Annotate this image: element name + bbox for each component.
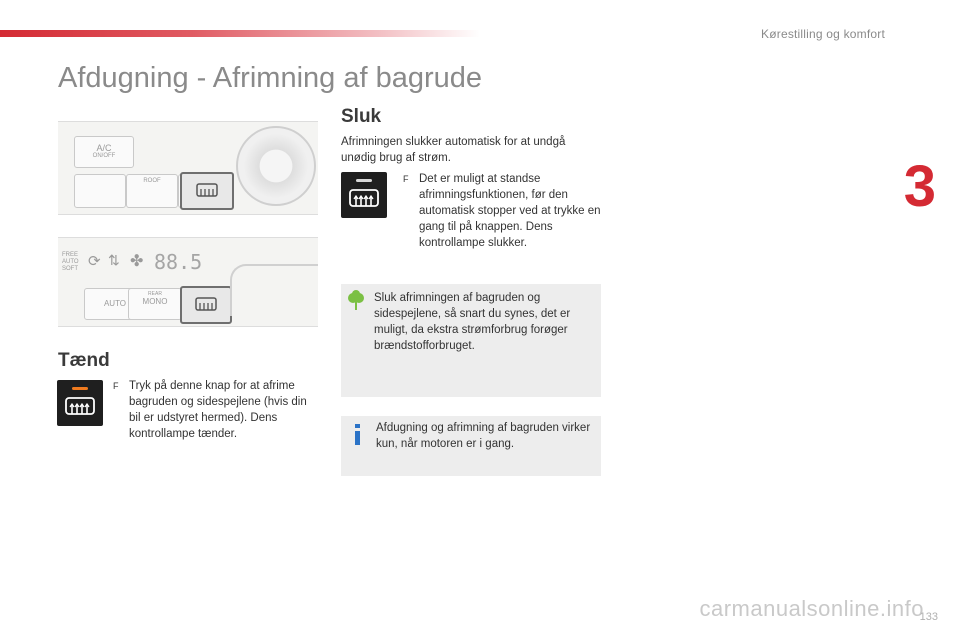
mono-key: [128, 288, 182, 320]
mode-label: FREE AUTO SOFT: [62, 252, 79, 272]
rear-defrost-icon-off: [349, 189, 379, 209]
sluk-heading: Sluk: [341, 106, 382, 127]
fan-icon: ✤: [130, 253, 144, 270]
page-number: 133: [919, 611, 938, 623]
rear-defrost-icon-on: [65, 397, 95, 417]
bullet-mark: F: [403, 174, 409, 184]
eco-tree-icon: [347, 290, 365, 312]
eco-note-box: [341, 284, 601, 397]
roof-key-1-label: ROOF: [143, 178, 161, 184]
sluk-intro: Afrimningen slukker automatisk for at undgå unødig brug af strøm.: [341, 136, 566, 164]
climate-panel-image-1: [58, 121, 318, 215]
taend-text: Tryk på denne knap for at afrime bagruden og sidespejlene (hvis din bil er udstyret hermed). Dens kontrollampe tænder.: [129, 380, 307, 440]
info-icon: [352, 424, 364, 446]
temperature-knob: [236, 126, 316, 206]
mono-key-label: MONO: [142, 297, 168, 306]
taend-instruction: [113, 378, 314, 442]
info-note-text: Afdugning og afrimning af bagruden virker kun, når motoren er i gang.: [376, 422, 591, 450]
temperature-display: 88.5: [154, 250, 203, 274]
airflow-icon: ⇅: [108, 252, 120, 268]
chapter-number: 3: [903, 154, 936, 219]
taend-heading: Tænd: [58, 350, 110, 371]
ac-label: A/C: [96, 143, 112, 153]
recirculation-icon: ⟳: [88, 253, 101, 270]
auto-key-label: AUTO: [103, 299, 127, 308]
rear-defrost-icon-2: [195, 297, 217, 313]
indicator-lamp-on: [72, 387, 88, 390]
sluk-text: Det er muligt at standse afrimningsfunktionen, før den automatisk stopper ved at trykke en gang til på knappen. Dens kontrollampe slukker.: [419, 173, 601, 249]
section-heading: Kørestilling og komfort: [761, 27, 885, 41]
ac-key: [74, 136, 134, 168]
eco-note-text: Sluk afrimningen af bagruden og sidespejlene, så snart du synes, det er muligt, da ekstra strømforbrug forøger brændstofforbruget.: [374, 292, 571, 352]
ac-sublabel: ON/OFF: [92, 153, 116, 159]
rear-defrost-key-highlight-2: [180, 286, 232, 324]
page-title: Afdugning - Afrimning af bagrude: [58, 62, 482, 94]
rear-defrost-key-highlight: [180, 172, 234, 210]
indicator-lamp-off: [356, 179, 372, 182]
defrost-button-on: [57, 380, 103, 426]
seat-heat-key-1: [74, 174, 126, 208]
header-accent-bar: [0, 30, 480, 37]
info-note-box: [341, 416, 601, 476]
defrost-button-off: [341, 172, 387, 218]
roof-key-1: [126, 174, 178, 208]
bullet-mark: F: [113, 381, 119, 391]
climate-panel-image-2: [58, 237, 318, 327]
mono-key-top-label: REAR: [148, 291, 162, 297]
rear-defrost-icon: [196, 183, 218, 199]
watermark: carmanualsonline.info: [699, 596, 924, 621]
panel-curve: [230, 264, 318, 316]
sluk-instruction: [403, 171, 601, 251]
